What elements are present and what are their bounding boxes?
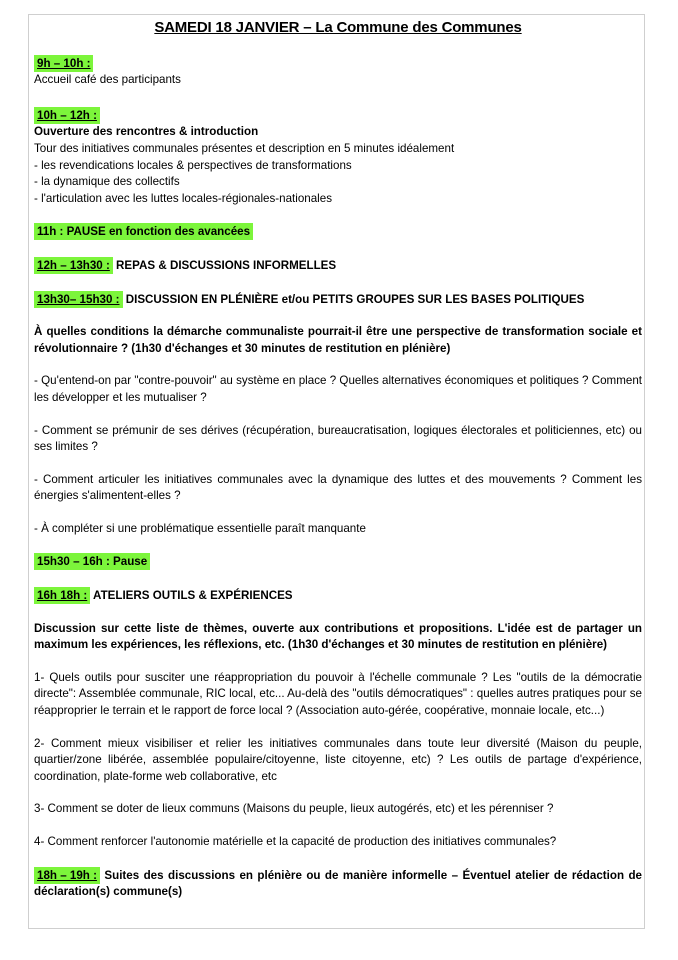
list-item: 4- Comment renforcer l'autonomie matérielle et la capacité de production des initiatives communales? [34,835,557,848]
section-16h [34,587,642,605]
section-intro [34,621,642,654]
section-10h [34,107,642,208]
section-11h [34,223,642,241]
document-body [34,20,642,901]
list-item: - Comment articuler les initiatives communales avec la dynamique des luttes et des mouvements ? Comment les énergies s'alimentent-elles ? [34,472,642,503]
section-heading: Ouverture des rencontres & introduction [34,125,259,139]
list-item: Tour des initiatives communales présentes et description en 5 minutes idéalement [34,141,455,155]
list-item: - Comment se prémunir de ses dérives (récupération, bureaucratisation, logiques électorales et politiciennes, etc) ou ses limites ? [34,423,642,454]
section-9h [34,55,642,89]
time-badge: 11h : PAUSE en fonction des avancées [34,223,253,240]
section-heading: DISCUSSION EN PLÉNIÈRE et/ou PETITS GROUPES SUR LES BASES POLITIQUES [122,292,585,306]
list-item: - Qu'entend-on par "contre-pouvoir" au système en place ? Quelles alternatives économiques et politiques ? Comment les développer et les mutualiser ? [34,374,642,404]
section-heading: REPAS & DISCUSSIONS INFORMELLES [112,258,337,272]
list-item: - la dynamique des collectifs [34,175,180,189]
time-badge: 10h – 12h : [34,107,100,124]
list-item: - l'articulation avec les luttes locales-régionales-nationales [34,191,333,205]
section-heading: Suites des discussions en plénière ou de manière informelle – Éventuel atelier de rédaction de déclaration(s) commune(s) [34,868,642,899]
time-badge: 18h – 19h : [34,867,100,884]
section-18h [34,867,642,901]
list-item: - les revendications locales & perspectives de transformations [34,158,352,172]
list-item: 1- Quels outils pour susciter une réappropriation du pouvoir à l'échelle communale ? Les "outils de la démocratie directe": Assemblée communale, RIC local, etc... Au-delà des "outils démocratiques" : quelles autres pratiques pour se réapproprier le terrain et le rapport de force local ? (Association auto-gérée, coopérative, monnaie locale, etc...) [34,670,642,718]
time-badge: 15h30 – 16h : Pause [34,553,150,570]
section-15h30 [34,553,642,571]
time-badge: 16h 18h : [34,587,90,604]
page-title: SAMEDI 18 JANVIER – La Commune des Communes [154,19,522,36]
list-item: - À compléter si une problématique essentielle paraît manquante [34,521,366,535]
intro-rest: (1h30 d'échanges et 30 minutes de restitution en plénière) [284,638,608,652]
section-question: À quelles conditions la démarche communaliste pourrait-il être une perspective de transformation sociale et révolutionnaire ? (1h30 d'échanges et 30 minutes de restitution en plénière) [34,325,642,355]
list-item: 2- Comment mieux visibiliser et relier les initiatives communales dans toute leur diversité (Maison du peuple, quartier/zone libérée, assemblée populaire/citoyenne, liste citoyenne, etc) ? Les outils de partage d'expérience, coordination, plate-forme web collaborative, etc [34,736,642,783]
time-badge: 9h – 10h : [34,55,93,72]
section-heading: ATELIERS OUTILS & EXPÉRIENCES [90,589,293,603]
time-badge: 12h – 13h30 : [34,257,113,274]
list-item: 3- Comment se doter de lieux communs (Maisons du peuple, lieux autogérés, etc) et les pérenniser ? [34,802,554,816]
intro-bold: Discussion sur cette liste de thèmes, ouverte aux contributions et propositions. L'idée est de partager un maximum les expériences, les réflexions, etc. [34,621,642,652]
section-13h30 [34,291,642,309]
time-badge: 13h30– 15h30 : [34,291,123,308]
section-12h [34,257,642,275]
section-text: Accueil café des participants [34,73,181,87]
